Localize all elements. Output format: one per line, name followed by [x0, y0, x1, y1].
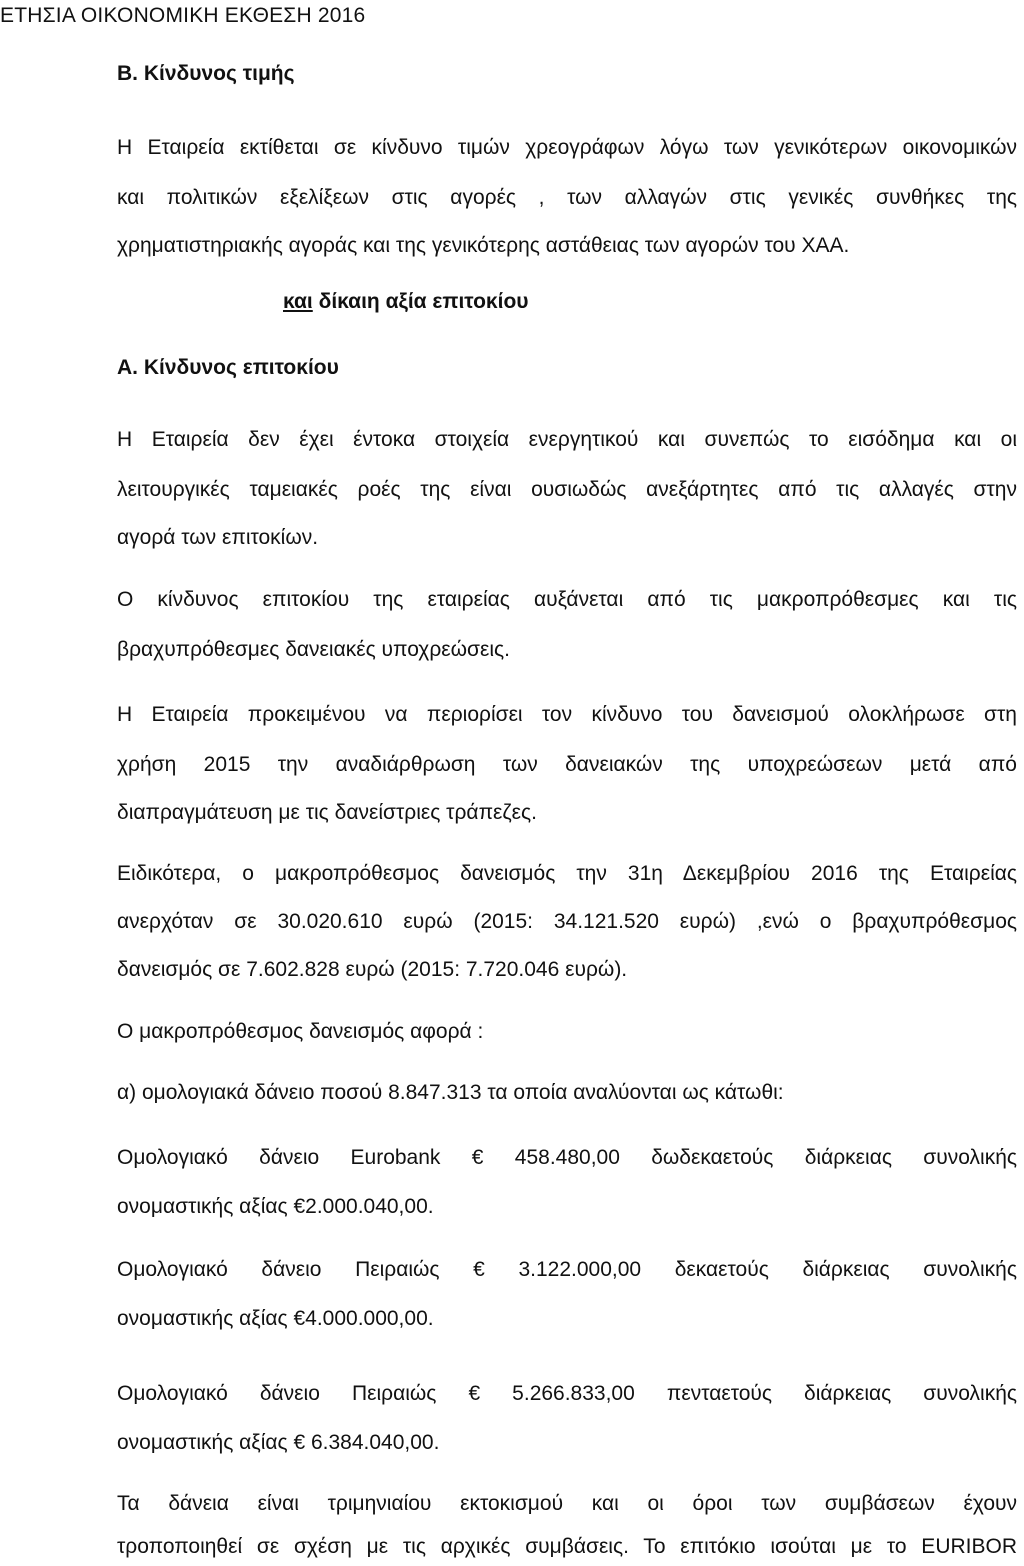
section-a-p4-line-2: ανερχόταν σε 30.020.610 ευρώ (2015: 34.121.520 ευρώ) ,ενώ ο βραχυπρόθεσμος: [117, 910, 1017, 933]
loan-3-line-1: Ομολογιακό δάνειο Πειραιώς € 5.266.833,00 πενταετούς διάρκειας συνολικής: [117, 1382, 1017, 1405]
section-a-p1-line-2: λειτουργικές ταμειακές ροές της είναι ουσιωδώς ανεξάρτητες από τις αλλαγές στην: [117, 478, 1017, 501]
loan-2-line-2: ονομαστικής αξίας €4.000.000,00.: [117, 1307, 434, 1330]
section-a-p2-line-1: Ο κίνδυνος επιτοκίου της εταιρείας αυξάνεται από τις μακροπρόθεσμες και τις: [117, 588, 1017, 611]
subheading-rest: δίκαιη αξία επιτοκίου: [312, 290, 529, 313]
interest-subheading-fragment: [283, 290, 529, 314]
section-a-p4-line-3: δανεισμός σε 7.602.828 ευρώ (2015: 7.720.046 ευρώ).: [117, 958, 628, 981]
section-b-heading: Β. Κίνδυνος τιμής: [117, 62, 295, 85]
loan-1-line-2: ονομαστικής αξίας €2.000.040,00.: [117, 1195, 434, 1218]
section-a-p3-line-1: Η Εταιρεία προκειμένου να περιορίσει τον κίνδυνο του δανεισμού ολοκλήρωσε στη: [117, 703, 1017, 726]
page-header: ΕΤΗΣΙΑ ΟΙΚΟΝΟΜΙΚΗ ΕΚΘΕΣΗ 2016: [0, 4, 366, 27]
section-a-p2-line-2: βραχυπρόθεσμες δανειακές υποχρεώσεις.: [117, 638, 510, 661]
section-b-line-3: χρηματιστηριακής αγοράς και της γενικότερης αστάθειας των αγορών του ΧΑΑ.: [117, 234, 850, 257]
section-a-p3-line-2: χρήση 2015 την αναδιάρθρωση των δανειακών της υποχρεώσεων μετά από: [117, 753, 1017, 776]
loan-3-line-2: ονομαστικής αξίας € 6.384.040,00.: [117, 1431, 440, 1454]
section-b-line-2: και πολιτικών εξελίξεων στις αγορές , των αλλαγών στις γενικές συνθήκες της: [117, 186, 1017, 209]
section-a-p5: Ο μακροπρόθεσμος δανεισμός αφορά :: [117, 1020, 484, 1043]
final-line-1: Τα δάνεια είναι τριμηνιαίου εκτοκισμού και οι όροι των συμβάσεων έχουν: [117, 1492, 1017, 1515]
section-a-p1-line-1: Η Εταιρεία δεν έχει έντοκα στοιχεία ενεργητικού και συνεπώς το εισόδημα και οι: [117, 428, 1017, 451]
subheading-underlined-word: και: [283, 290, 313, 313]
section-b-line-1: Η Εταιρεία εκτίθεται σε κίνδυνο τιμών χρεογράφων λόγω των γενικότερων οικονομικών: [117, 136, 1017, 159]
section-a-p4-line-1: Ειδικότερα, ο μακροπρόθεσμος δανεισμός την 31η Δεκεμβρίου 2016 της Εταιρείας: [117, 862, 1017, 885]
section-a-heading: Α. Κίνδυνος επιτοκίου: [117, 356, 339, 379]
section-a-p1-line-3: αγορά των επιτοκίων.: [117, 526, 319, 549]
final-line-2: τροποποιηθεί σε σχέση με τις αρχικές συμβάσεις. Το επιτόκιο ισούται με το EURIBOR: [117, 1535, 1017, 1558]
loan-2-line-1: Ομολογιακό δάνειο Πειραιώς € 3.122.000,00 δεκαετούς διάρκειας συνολικής: [117, 1258, 1017, 1281]
section-a-p3-line-3: διαπραγμάτευση με τις δανείστριες τράπεζες.: [117, 801, 537, 824]
section-a-p6: α) ομολογιακά δάνειο ποσού 8.847.313 τα οποία αναλύονται ως κάτωθι:: [117, 1081, 784, 1104]
loan-1-line-1: Ομολογιακό δάνειο Eurobank € 458.480,00 δωδεκαετούς διάρκειας συνολικής: [117, 1146, 1017, 1169]
